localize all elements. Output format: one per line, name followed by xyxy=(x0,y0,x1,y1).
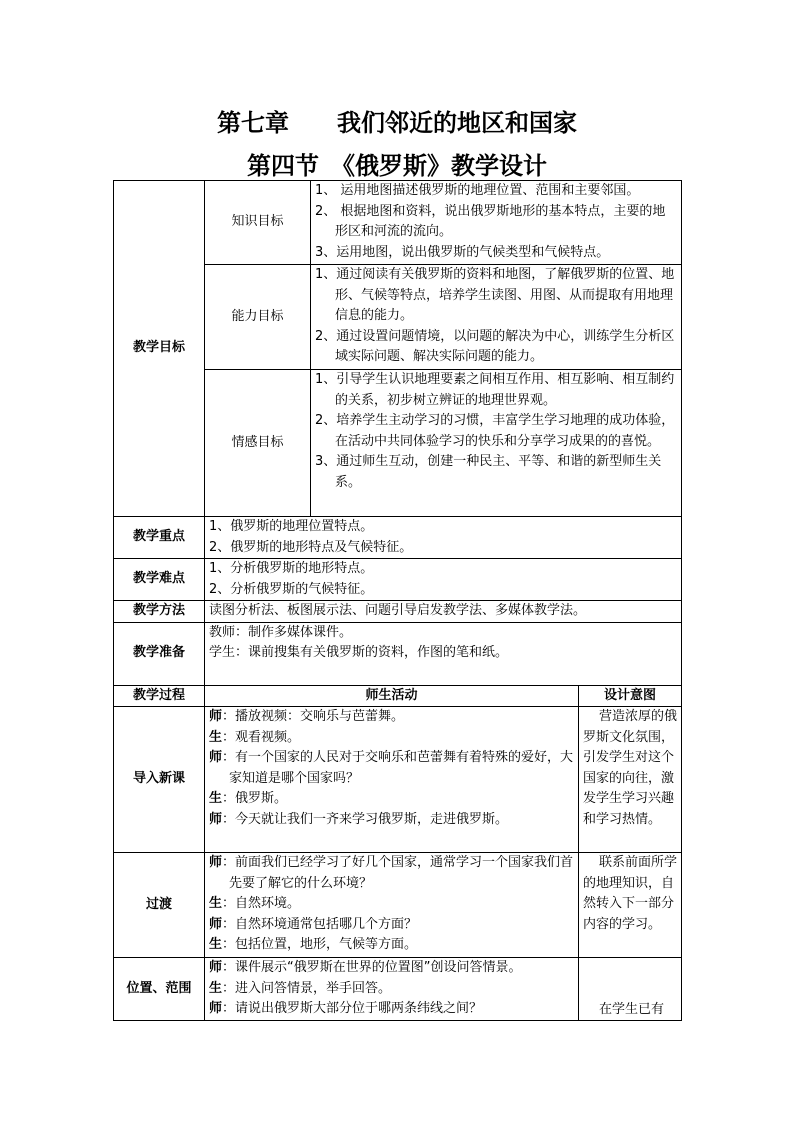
list-item: 1、俄罗斯的地理位置特点。 xyxy=(209,519,374,534)
methods-text: 读图分析法、板图展示法、问题引导启发教学法、多媒体教学法。 xyxy=(205,601,682,623)
emotion-items xyxy=(311,370,682,517)
objectives-label: 教学目标 xyxy=(114,181,205,517)
list-item: 2、 根据地图和资料，说出俄罗斯地形的基本特点，主要的地形区和河流的流向。 xyxy=(315,203,666,239)
methods-row xyxy=(114,601,682,623)
knowledge-label: 知识目标 xyxy=(205,181,311,265)
preparation-label: 教学准备 xyxy=(114,622,205,685)
chapter-title: 第七章 我们邻近的地区和国家 xyxy=(217,109,577,137)
key-points-label: 教学重点 xyxy=(114,517,205,559)
process-header-activity: 师生活动 xyxy=(205,685,579,707)
dialogue-line: 师：有一个国家的人民对于交响乐和芭蕾舞有着特殊的爱好，大家知道是哪个国家吗？ xyxy=(209,750,574,786)
stage-label: 位置、范围 xyxy=(114,958,205,1021)
stage-label: 过渡 xyxy=(114,853,205,958)
list-item: 2、分析俄罗斯的气候特征。 xyxy=(209,581,374,597)
dialogue-line: 生：自然环境。 xyxy=(209,896,301,911)
dialogue-line: 师：课件展示“俄罗斯在世界的位置图”创设问答情景。 xyxy=(209,960,522,975)
preparation-items xyxy=(205,622,682,685)
ability-items xyxy=(311,265,682,370)
ability-label: 能力目标 xyxy=(205,265,311,370)
process-row-transition xyxy=(114,853,682,958)
activity-cell xyxy=(205,707,579,853)
stage-label: 导入新课 xyxy=(114,707,205,853)
dialogue-line: 生：包括位置，地形，气候等方面。 xyxy=(209,937,418,952)
process-row-intro xyxy=(114,707,682,853)
dialogue-line: 师：今天就让我们一齐来学习俄罗斯，走进俄罗斯。 xyxy=(209,811,509,827)
intent-cell: 联系前面所学的地理知识，自然转入下一部分内容的学习。 xyxy=(579,853,682,958)
knowledge-items xyxy=(311,181,682,265)
list-item: 2、培养学生主动学习的习惯，丰富学生学习地理的成功体验，在活动中共同体验学习的快乐和分享学习成果的的喜悦。 xyxy=(315,413,675,449)
list-item: 1、通过阅读有关俄罗斯的资料和地图，了解俄罗斯的位置、地形、气候等特点，培养学生读图、用图、从而提取有用地理信息的能力。 xyxy=(315,267,675,323)
key-points-items xyxy=(205,517,682,559)
list-item: 3、通过师生互动，创建一种民主、平等、和谐的新型师生关系。 xyxy=(315,454,662,490)
difficulties-label: 教学难点 xyxy=(114,559,205,601)
difficulties-row xyxy=(114,559,682,601)
lesson-plan-table xyxy=(113,180,682,1021)
list-item: 3、运用地图，说出俄罗斯的气候类型和气候特点。 xyxy=(315,244,610,260)
list-item: 学生：课前搜集有关俄罗斯的资料，作图的笔和纸。 xyxy=(209,645,509,660)
process-header-row xyxy=(114,685,682,707)
process-header-intent: 设计意图 xyxy=(579,685,682,707)
dialogue-line: 师：前面我们已经学习了好几个国家，通常学习一个国家我们首先要了解它的什么环境？ xyxy=(209,855,574,891)
preparation-row xyxy=(114,622,682,685)
activity-cell xyxy=(205,958,579,1021)
emotion-label: 情感目标 xyxy=(205,370,311,517)
activity-cell xyxy=(205,853,579,958)
objectives-knowledge-row xyxy=(114,181,682,265)
dialogue-line: 师：自然环境通常包括哪几个方面？ xyxy=(209,916,418,932)
list-item: 1、分析俄罗斯的地形特点。 xyxy=(209,561,374,576)
dialogue-line: 生：进入问答情景，举手回答。 xyxy=(209,980,392,996)
dialogue-line: 师：播放视频：交响乐与芭蕾舞。 xyxy=(209,709,405,724)
list-item: 1、引导学生认识地理要素之间相互作用、相互影响、相互制约的关系，初步树立辨证的地理世界观。 xyxy=(315,372,675,408)
key-points-row xyxy=(114,517,682,559)
process-header-stage: 教学过程 xyxy=(114,685,205,707)
dialogue-line: 生：俄罗斯。 xyxy=(209,791,288,806)
list-item: 2、通过设置问题情境，以问题的解决为中心，训练学生分析区域实际问题、解决实际问题的能力。 xyxy=(315,328,675,364)
dialogue-line: 师：请说出俄罗斯大部分位于哪两条纬线之间？ xyxy=(209,1001,483,1016)
intent-cell: 在学生已有 xyxy=(579,958,682,1021)
process-row-position xyxy=(114,958,682,1021)
section-title: 第四节 《俄罗斯》教学设计 xyxy=(247,152,547,180)
dialogue-line: 生：观看视频。 xyxy=(209,729,301,745)
list-item: 教师：制作多媒体课件。 xyxy=(209,624,353,640)
difficulties-items xyxy=(205,559,682,601)
intent-cell: 营造浓厚的俄罗斯文化氛围，引发学生对这个国家的向往，激发学生学习兴趣和学习热情。 xyxy=(579,707,682,853)
methods-label: 教学方法 xyxy=(114,601,205,623)
list-item: 1、 运用地图描述俄罗斯的地理位置、范围和主要邻国。 xyxy=(315,183,640,198)
list-item: 2、俄罗斯的地形特点及气候特征。 xyxy=(209,539,413,555)
